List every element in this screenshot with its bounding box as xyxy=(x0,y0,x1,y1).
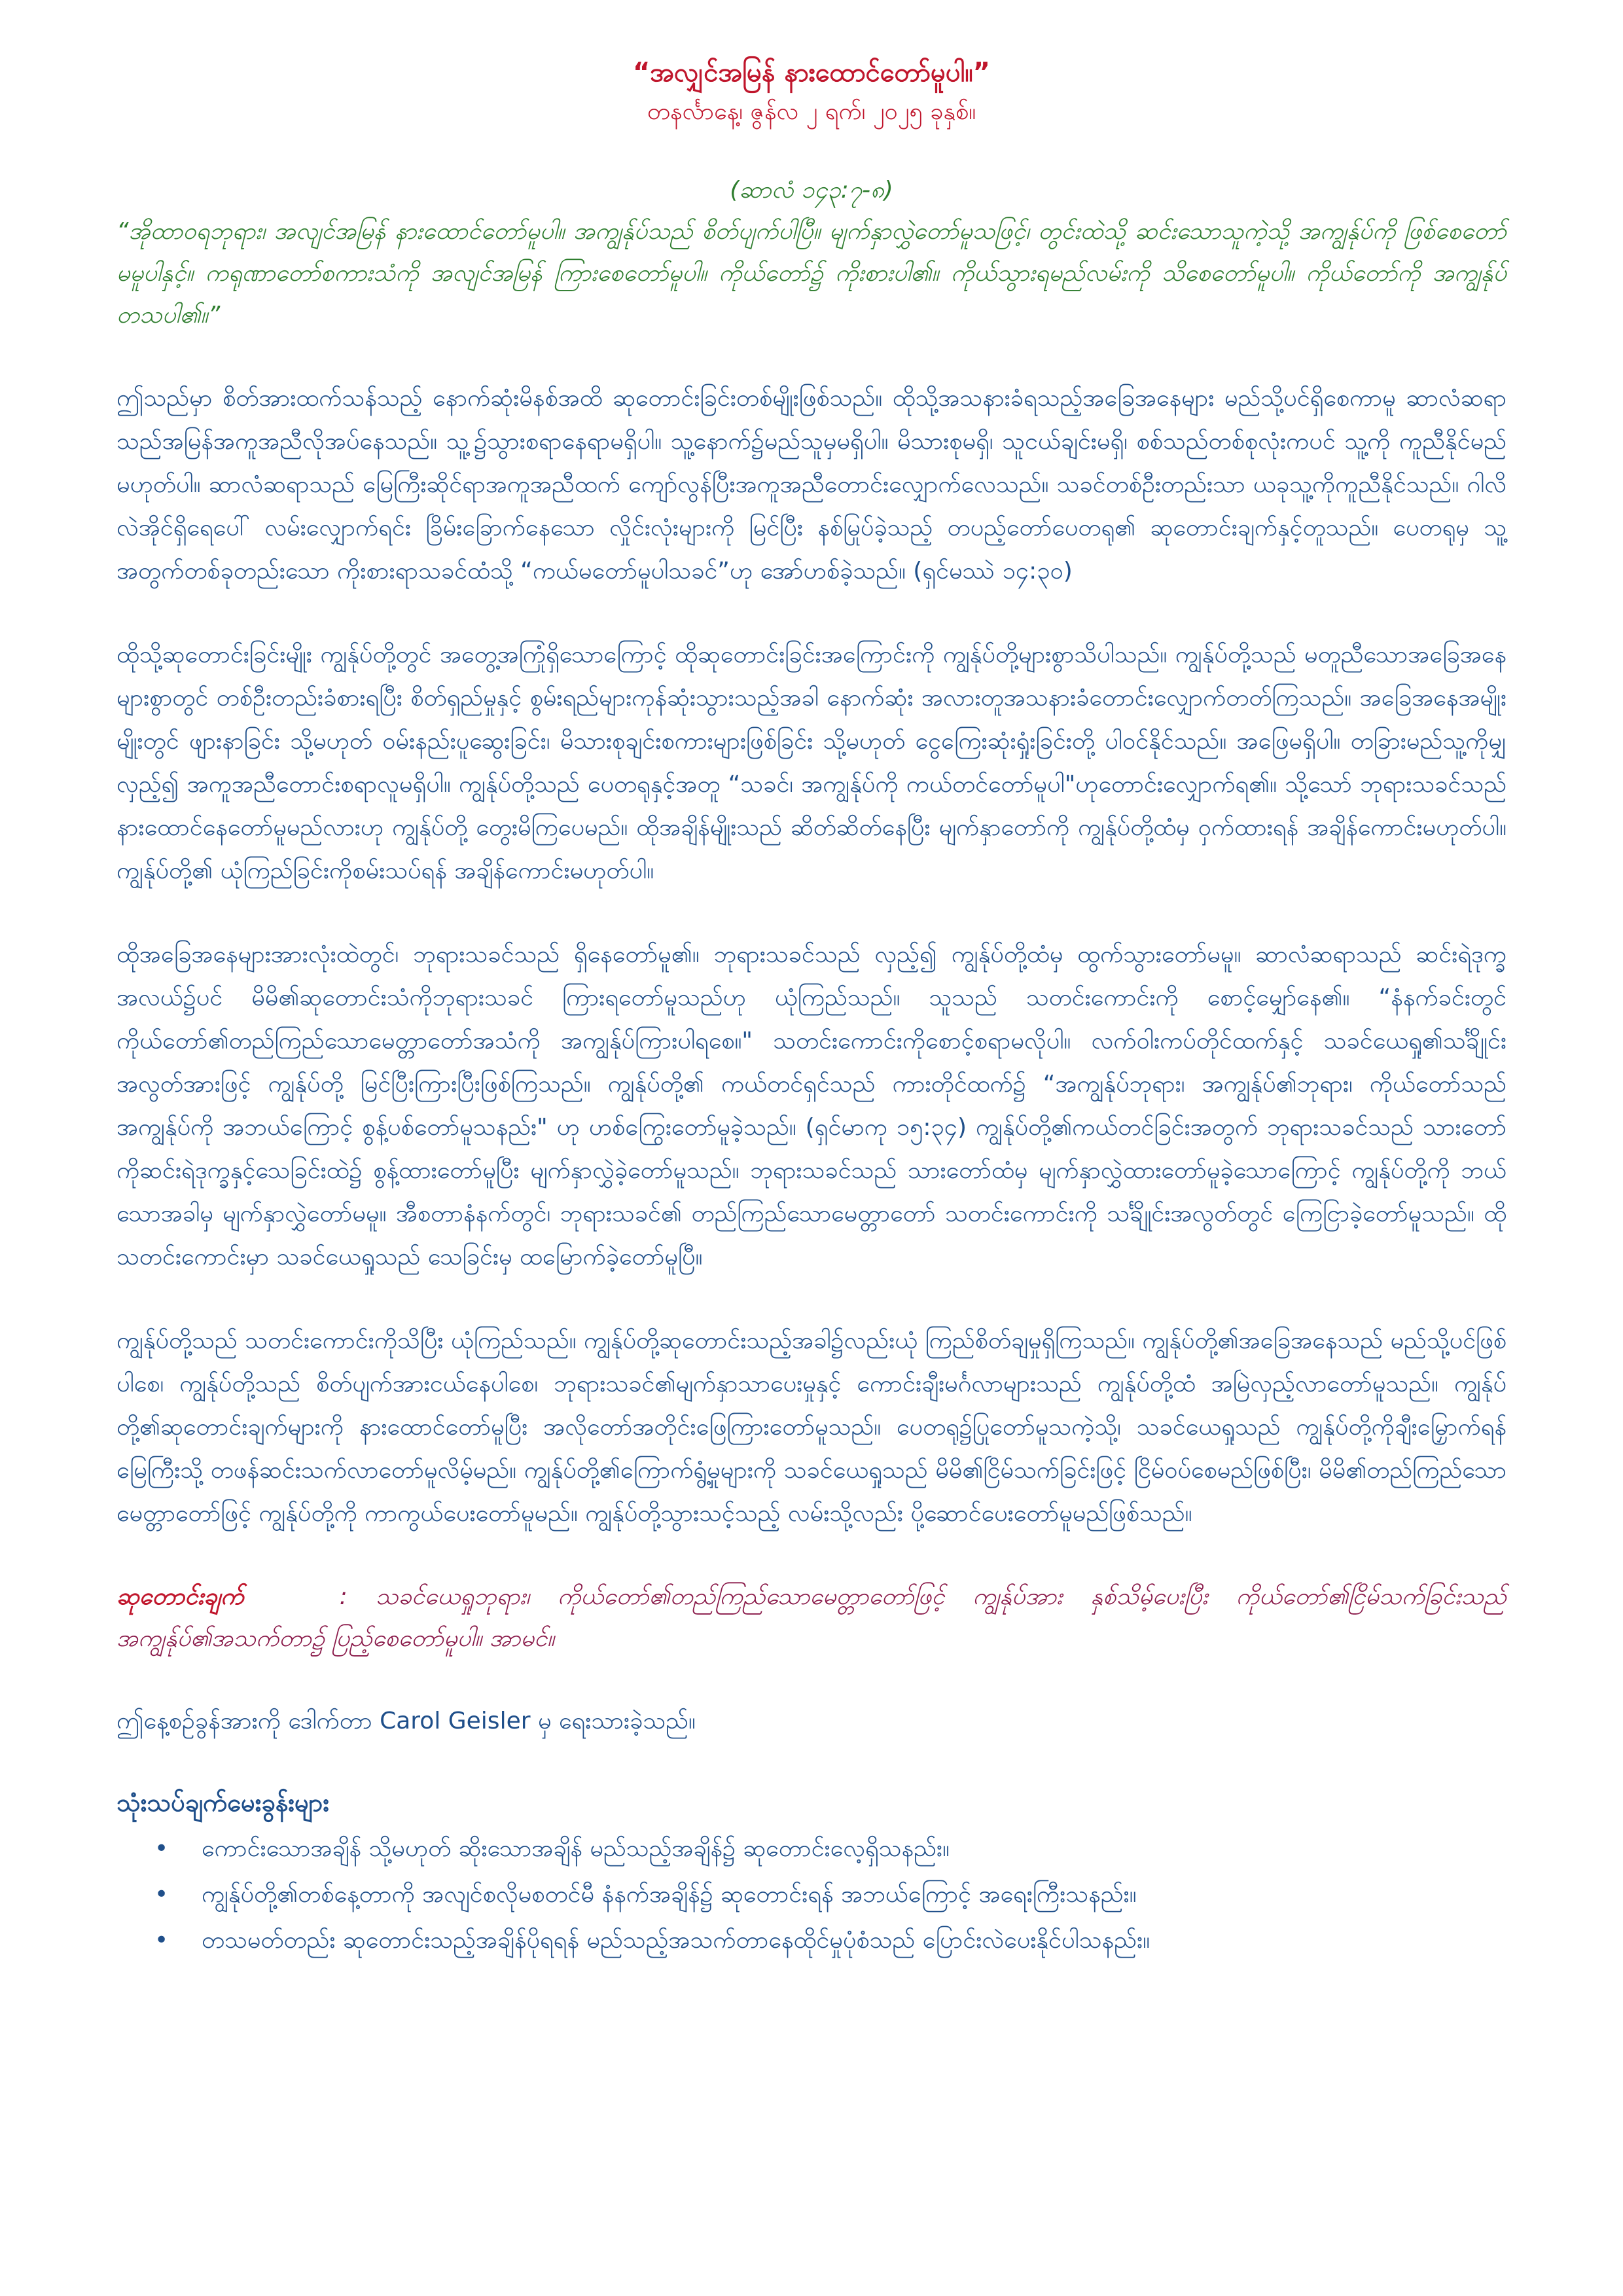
verse-reference: (ဆာလံ ၁၄၃:၇-၈) xyxy=(730,177,893,204)
page-title: “အလျှင်အမြန် နားထောင်တော်မူပါ။” xyxy=(633,58,990,88)
author-credit: ဤနေ့စဉ်ခွန်အားကို ဒေါက်တာ Carol Geisler မှ ရေးသားခဲ့သည်။ xyxy=(116,1708,696,1734)
prayer-text: သခင်ယေရှုဘုရား၊ ကိုယ်တော်၏တည်ကြည်သောမေတ္တာတော်ဖြင့် ကျွန်ုပ်အား နှစ်သိမ့်ပေးပြီး ကိုယ်တော်၏ငြိမ်သက်ခြင်းသည် အကျွန်ုပ်၏အသက်တာ၌ ပြည့်စေတော်မူပါ။ အာမင်။ xyxy=(116,1583,1507,1652)
reflection-question-list xyxy=(116,1829,1507,1961)
body-paragraph-2: ထိုသို့ဆုတောင်းခြင်းမျိုး ကျွန်ုပ်တို့တွင် အတွေ့အကြုံရှိသောကြောင့် ထိုဆုတောင်းခြင်းအကြောင်းကို ကျွန်ုပ်တို့များစွာသိပါသည်။ ကျွန်ုပ်တို့သည် မတူညီသောအခြေအနေများစွာတွင် တစ်ဦးတည်းခံစားရပြီး စိတ်ရှည်မှုနှင့် စွမ်းရည်များကုန်ဆုံးသွားသည့်အခါ နောက်ဆုံး အလားတူအသနားခံတောင်းလျှောက်တတ်ကြသည်။ အခြေအနေအမျိုးမျိုးတွင် ဖျားနာခြင်း သို့မဟုတ် ဝမ်းနည်းပူဆွေးခြင်း၊ မိသားစုချင်းစကားများဖြစ်ခြင်း သို့မဟုတ် ငွေကြေးဆုံးရှုံးခြင်းတို့ ပါဝင်နိုင်သည်။ အဖြေမရှိပါ။ တခြားမည်သူ့ကိုမျှ လှည့်၍ အကူအညီတောင်းစရာလူမရှိပါ။ ကျွန်ုပ်တို့သည် ပေတရုနှင့်အတူ “သခင်၊ အကျွန်ုပ်ကို ကယ်တင်တော်မူပါ"ဟုတောင်းလျှောက်ရ၏။ သို့သော် ဘုရားသခင်သည် နားထောင်နေတော်မူမည်လားဟု ကျွန်ုပ်တို့ တွေးမိကြပေမည်။ ထိုအချိန်မျိုးသည် ဆိတ်ဆိတ်နေပြီး မျက်နှာတော်ကို ကျွန်ုပ်တို့ထံမှ ဝှက်ထားရန် အချိန်ကောင်းမဟုတ်ပါ။ ကျွန်ုပ်တို့၏ ယုံကြည်ခြင်းကိုစမ်းသပ်ရန် အချိန်ကောင်းမဟုတ်ပါ။ xyxy=(116,641,1507,884)
body-paragraph-3: ထိုအခြေအနေများအားလုံးထဲတွင်၊ ဘုရားသခင်သည် ရှိနေတော်မူ၏။ ဘုရားသခင်သည် လှည့်၍ ကျွန်ုပ်တို့ထံမှ ထွက်သွားတော်မမူ။ ဆာလံဆရာသည် ဆင်းရဲဒုက္ခအလယ်၌ပင် မိမိ၏ဆုတောင်းသံကိုဘုရားသခင် ကြားရတော်မူသည်ဟု ယုံကြည်သည်။ သူသည် သတင်းကောင်းကို စောင့်မျှော်နေ၏။ “နံနက်ခင်းတွင် ကိုယ်တော်၏တည်ကြည်သောမေတ္တာတော်အသံကို အကျွန်ုပ်ကြားပါရစေ။" သတင်းကောင်းကိုစောင့်စရာမလိုပါ။ လက်ဝါးကပ်တိုင်ထက်နှင့် သခင်ယေရှု၏သင်္ချိုင်းအလွတ်အားဖြင့် ကျွန်ုပ်တို့ မြင်ပြီးကြားပြီးဖြစ်ကြသည်။ ကျွန်ုပ်တို့၏ ကယ်တင်ရှင်သည် ကားတိုင်ထက်၌ “အကျွန်ုပ်ဘုရား၊ အကျွန်ုပ်၏ဘုရား၊ ကိုယ်တော်သည် အကျွန်ုပ်ကို အဘယ်ကြောင့် စွန့်ပစ်တော်မူသနည်း" ဟု ဟစ်ကြွေးတော်မူခဲ့သည်။ (ရှင်မာကု ၁၅:၃၄) ကျွန်ုပ်တို့၏ကယ်တင်ခြင်းအတွက် ဘုရားသခင်သည် သားတော်ကိုဆင်းရဲဒုက္ခနှင့်သေခြင်းထဲ၌ စွန့်ထားတော်မူပြီး မျက်နှာလွှဲခဲ့တော်မူသည်။ ဘုရားသခင်သည် သားတော်ထံမှ မျက်နှာလွှဲထားတော်မူခဲ့သောကြောင့် ကျွန်ုပ်တို့ကို ဘယ်သောအခါမှ မျက်နှာလွှဲတော်မမူ။ အီစတာနံနက်တွင်၊ ဘုရားသခင်၏ တည်ကြည်သောမေတ္တာတော် သတင်းကောင်းကို သင်္ချိုင်းအလွတ်တွင် ကြေငြာခဲ့တော်မူသည်။ ထိုသတင်းကောင်းမှာ သခင်ယေရှုသည် သေခြင်းမှ ထမြောက်ခဲ့တော်မူပြီ။ xyxy=(116,941,1507,1270)
body-paragraph-1: ဤသည်မှာ စိတ်အားထက်သန်သည့် နောက်ဆုံးမိနစ်အထိ ဆုတောင်းခြင်းတစ်မျိုးဖြစ်သည်။ ထိုသို့အသနားခံရသည့်အခြေအနေများ မည်သို့ပင်ရှိစေကာမူ ဆာလံဆရာသည်အမြန်အကူအညီလိုအပ်နေသည်။ သူ့၌သွားစရာနေရာမရှိပါ။ သူ့နောက်၌မည်သူမှမရှိပါ။ မိသားစုမရှိ၊ သူငယ်ချင်းမရှိ၊ စစ်သည်တစ်စုလုံးကပင် သူ့ကို ကူညီနိုင်မည်မဟုတ်ပါ။ ဆာလံဆရာသည် မြေကြီးဆိုင်ရာအကူအညီထက် ကျော်လွန်ပြီးအကူအညီတောင်းလျှောက်လေသည်။ သခင်တစ်ဦးတည်းသာ ယခုသူ့ကိုကူညီနိုင်သည်။ ဂါလိလဲအိုင်ရှိရေပေါ် လမ်းလျှောက်ရင်း ခြိမ်းခြောက်နေသော လှိုင်းလုံးများကို မြင်ပြီး နစ်မြုပ်ခဲ့သည့် တပည့်တော်ပေတရု၏ ဆုတောင်းချက်နှင့်တူသည်။ ပေတရုမှ သူ့အတွက်တစ်ခုတည်းသော ကိုးစားရာသခင်ထံသို့ “ကယ်မတော်မူပါသခင်”ဟု အော်ဟစ်ခဲ့သည်။ (ရှင်မဿဲ ၁၄:၃၀) xyxy=(116,385,1507,584)
reflection-question-2: ကျွန်ုပ်တို့၏တစ်နေ့တာကို အလျင်စလိုမစတင်မီ နံနက်အချိန်၌ ဆုတောင်းရန် အဘယ်ကြောင့် အရေးကြီးသနည်း။ xyxy=(202,1881,1137,1908)
verse-text: “အိုထာဝရဘုရား၊ အလျင်အမြန် နားထောင်တော်မူပါ။ အကျွန်ုပ်သည် စိတ်ပျက်ပါပြီ။ မျက်နှာလွှဲတော်မူသဖြင့်၊ တွင်းထဲသို့ ဆင်းသောသူကဲ့သို့ အကျွန်ုပ်ကို ဖြစ်စေတော်မမူပါနှင့်။ ကရုဏာတော်စကားသံကို အလျင်အမြန် ကြားစေတော်မူပါ။ ကိုယ်တော်၌ ကိုးစားပါ၏။ ကိုယ်သွားရမည်လမ်းကို သိစေတော်မူပါ။ ကိုယ်တော်ကို အကျွန်ုပ်တသပါ၏။” xyxy=(116,218,1507,329)
page-date: တနင်္လာနေ့၊ ဇွန်လ ၂ ရက်၊ ၂၀၂၅ ခုနှစ်။ xyxy=(647,98,976,125)
reflection-question-3: တသမတ်တည်း ဆုတောင်းသည့်အချိန်ပိုရရန် မည်သည့်အသက်တာနေထိုင်မှုပုံစံသည် ပြောင်းလဲပေးနိုင်ပါသနည်း။ xyxy=(202,1927,1150,1954)
devotional-page xyxy=(116,52,1507,1966)
prayer-label: ဆုတောင်းချက် xyxy=(116,1583,244,1610)
reflection-question-1: ကောင်းသောအချိန် သို့မဟုတ် ဆိုးသောအချိန် မည်သည့်အချိန်၌ ဆုတောင်းလေ့ရှိသနည်း။ xyxy=(202,1835,950,1862)
reflection-heading: သုံးသပ်ချက်မေးခွန်းများ xyxy=(116,1788,330,1817)
list-item xyxy=(154,1920,1507,1961)
prayer-block xyxy=(116,1576,1507,1660)
prayer-separator: : xyxy=(339,1583,348,1610)
bullet-icon: • xyxy=(154,1881,169,1908)
list-item xyxy=(154,1829,1507,1869)
bullet-icon: • xyxy=(154,1927,169,1954)
bullet-icon: • xyxy=(154,1835,169,1862)
list-item xyxy=(154,1874,1507,1915)
body-paragraph-4: ကျွန်ုပ်တို့သည် သတင်းကောင်းကိုသိပြီး ယုံကြည်သည်။ ကျွန်ုပ်တို့ဆုတောင်းသည့်အခါ၌လည်းယုံ ကြည်စိတ်ချမှုရှိကြသည်။ ကျွန်ုပ်တို့၏အခြေအနေသည် မည်သို့ပင်ဖြစ်ပါစေ၊ ကျွန်ုပ်တို့သည် စိတ်ပျက်အားငယ်နေပါစေ၊ ဘုရားသခင်၏မျက်နှာသာပေးမှုနှင့် ကောင်းချီးမင်္ဂလာများသည် ကျွန်ုပ်တို့ထံ အမြဲလှည့်လာတော်မူသည်။ ကျွန်ုပ်တို့၏ဆုတောင်းချက်များကို နားထောင်တော်မူပြီး အလိုတော်အတိုင်းဖြေကြားတော်မူသည်။ ပေတရု၌ပြုတော်မူသကဲ့သို့၊ သခင်ယေရှုသည် ကျွန်ုပ်တို့ကိုချီးမြှောက်ရန် မြေကြီးသို့ တဖန်ဆင်းသက်လာတော်မူလိမ့်မည်။ ကျွန်ုပ်တို့၏ကြောက်ရွံ့မှုများကို သခင်ယေရှုသည် မိမိ၏ငြိမ်သက်ခြင်းဖြင့် ငြိမ်ဝပ်စေမည်ဖြစ်ပြီး၊ မိမိ၏တည်ကြည်သောမေတ္တာတော်ဖြင့် ကျွန်ုပ်တို့ကို ကာကွယ်ပေးတော်မူမည်။ ကျွန်ုပ်တို့သွားသင့်သည့် လမ်းသို့လည်း ပို့ဆောင်ပေးတော်မူမည်ဖြစ်သည်။ xyxy=(116,1327,1507,1527)
